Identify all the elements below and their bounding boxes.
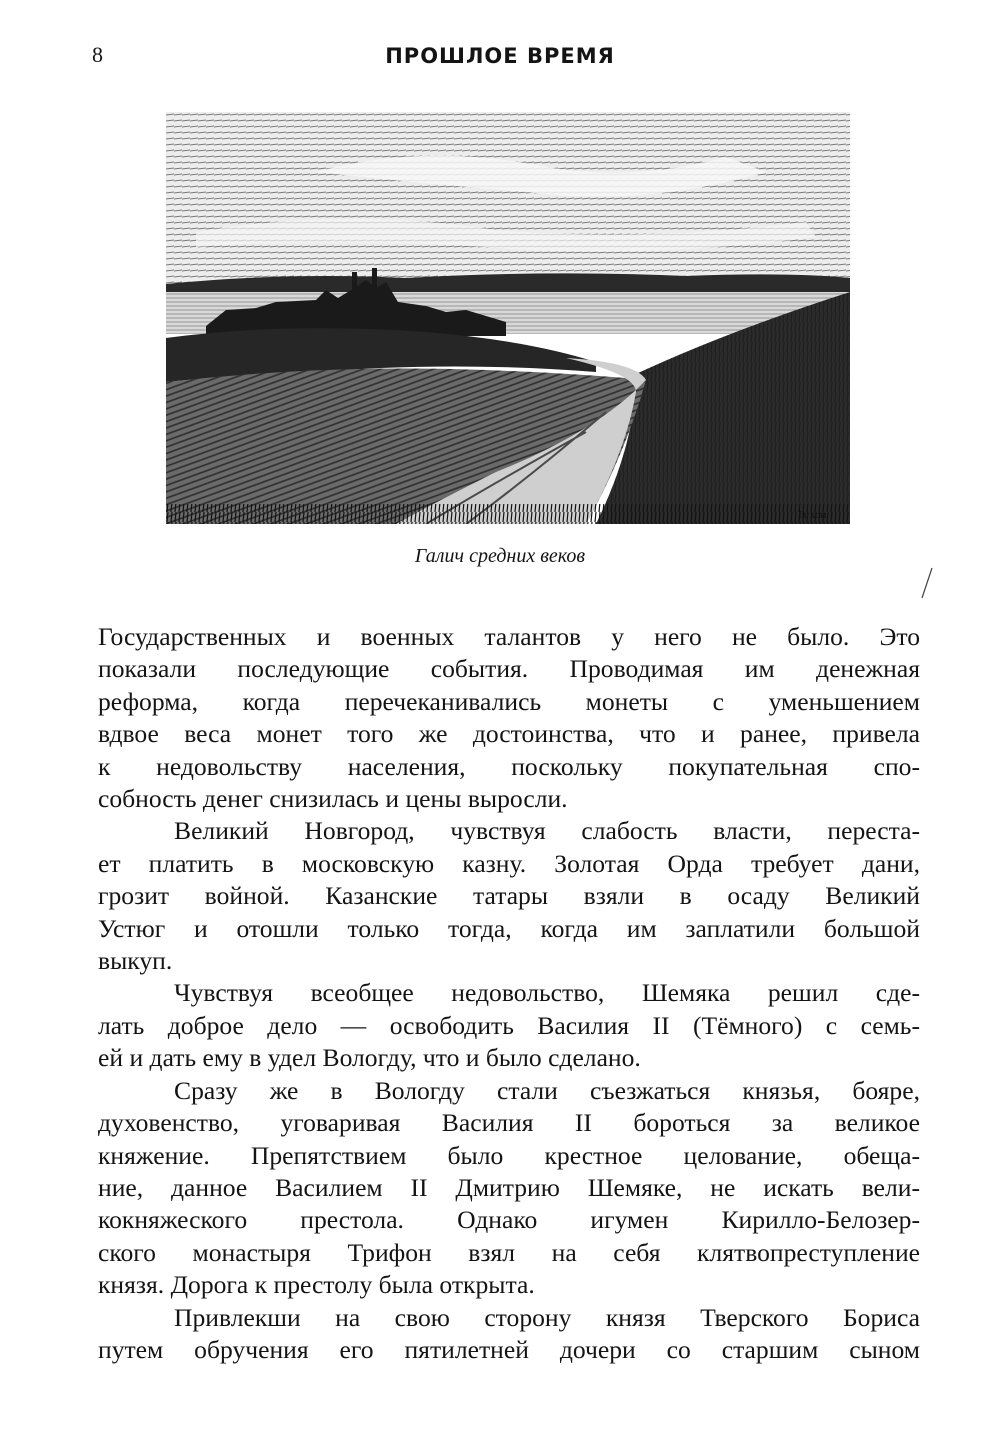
figure-caption: Галич средних веков	[414, 545, 586, 567]
text-line: реформа, когда перечеканивались монеты с уменьшением	[98, 686, 920, 716]
text-line: грозит войной. Казанские татары взяли в осаду Великий	[98, 881, 920, 911]
paragraph	[98, 1302, 920, 1367]
artist-signature: Ik хон	[798, 509, 827, 521]
text-line: ет платить в московскую казну. Золотая Орда требует дани,	[98, 848, 920, 878]
text-line: ей и дать ему в удел Вологду, что и было сделано.	[98, 1043, 641, 1073]
text-line: ние, данное Василием II Дмитрию Шемяке, не искать вели-	[98, 1172, 920, 1202]
text-line: выкуп.	[98, 946, 173, 976]
text-line: собность денег снизилась и цены выросли.	[98, 784, 568, 814]
paragraph	[98, 815, 920, 977]
landscape-illustration	[166, 112, 850, 524]
text-line: духовенство, уговаривая Василия II бороться за великое	[98, 1108, 920, 1138]
running-title: ПРОШЛОЕ ВРЕМЯ	[385, 44, 615, 68]
text-line: Великий Новгород, чувствуя слабость власти, переста-	[174, 816, 920, 846]
text-line: ского монастыря Трифон взял на себя клятвопреступление	[98, 1237, 920, 1267]
paragraph	[98, 1075, 920, 1302]
text-line: Государственных и военных талантов у него не было. Это	[98, 622, 920, 651]
page-number: 8	[92, 42, 103, 67]
body-text	[98, 621, 920, 1366]
text-line: лать доброе дело — освободить Василия II (Тёмного) с семь-	[98, 1010, 920, 1040]
text-line: княжение. Препятствием было крестное целование, обеща-	[98, 1140, 920, 1170]
text-line: показали последующие события. Проводимая им денежная	[98, 654, 920, 684]
pen-mark	[920, 566, 934, 600]
text-line: Привлекши на свою сторону князя Тверского Бориса	[174, 1302, 920, 1332]
text-line: Чувствуя всеобщее недовольство, Шемяка решил сде-	[174, 978, 920, 1008]
paragraph	[98, 621, 920, 815]
text-line: Сразу же в Вологду стали съезжаться князья, бояре,	[174, 1075, 920, 1105]
text-line: кокняжеского престола. Однако игумен Кирилло-Белозер-	[98, 1205, 920, 1235]
text-line: путем обручения его пятилетней дочери со старшим сыном	[98, 1334, 920, 1364]
text-line: к недовольству населения, поскольку покупательная спо-	[98, 751, 920, 781]
text-line: вдвое веса монет того же достоинства, что и ранее, привела	[98, 719, 920, 749]
text-line: Устюг и отошли только тогда, когда им заплатили большой	[98, 913, 920, 943]
paragraph	[98, 977, 920, 1074]
text-line: князя. Дорога к престолу была открыта.	[98, 1270, 535, 1300]
